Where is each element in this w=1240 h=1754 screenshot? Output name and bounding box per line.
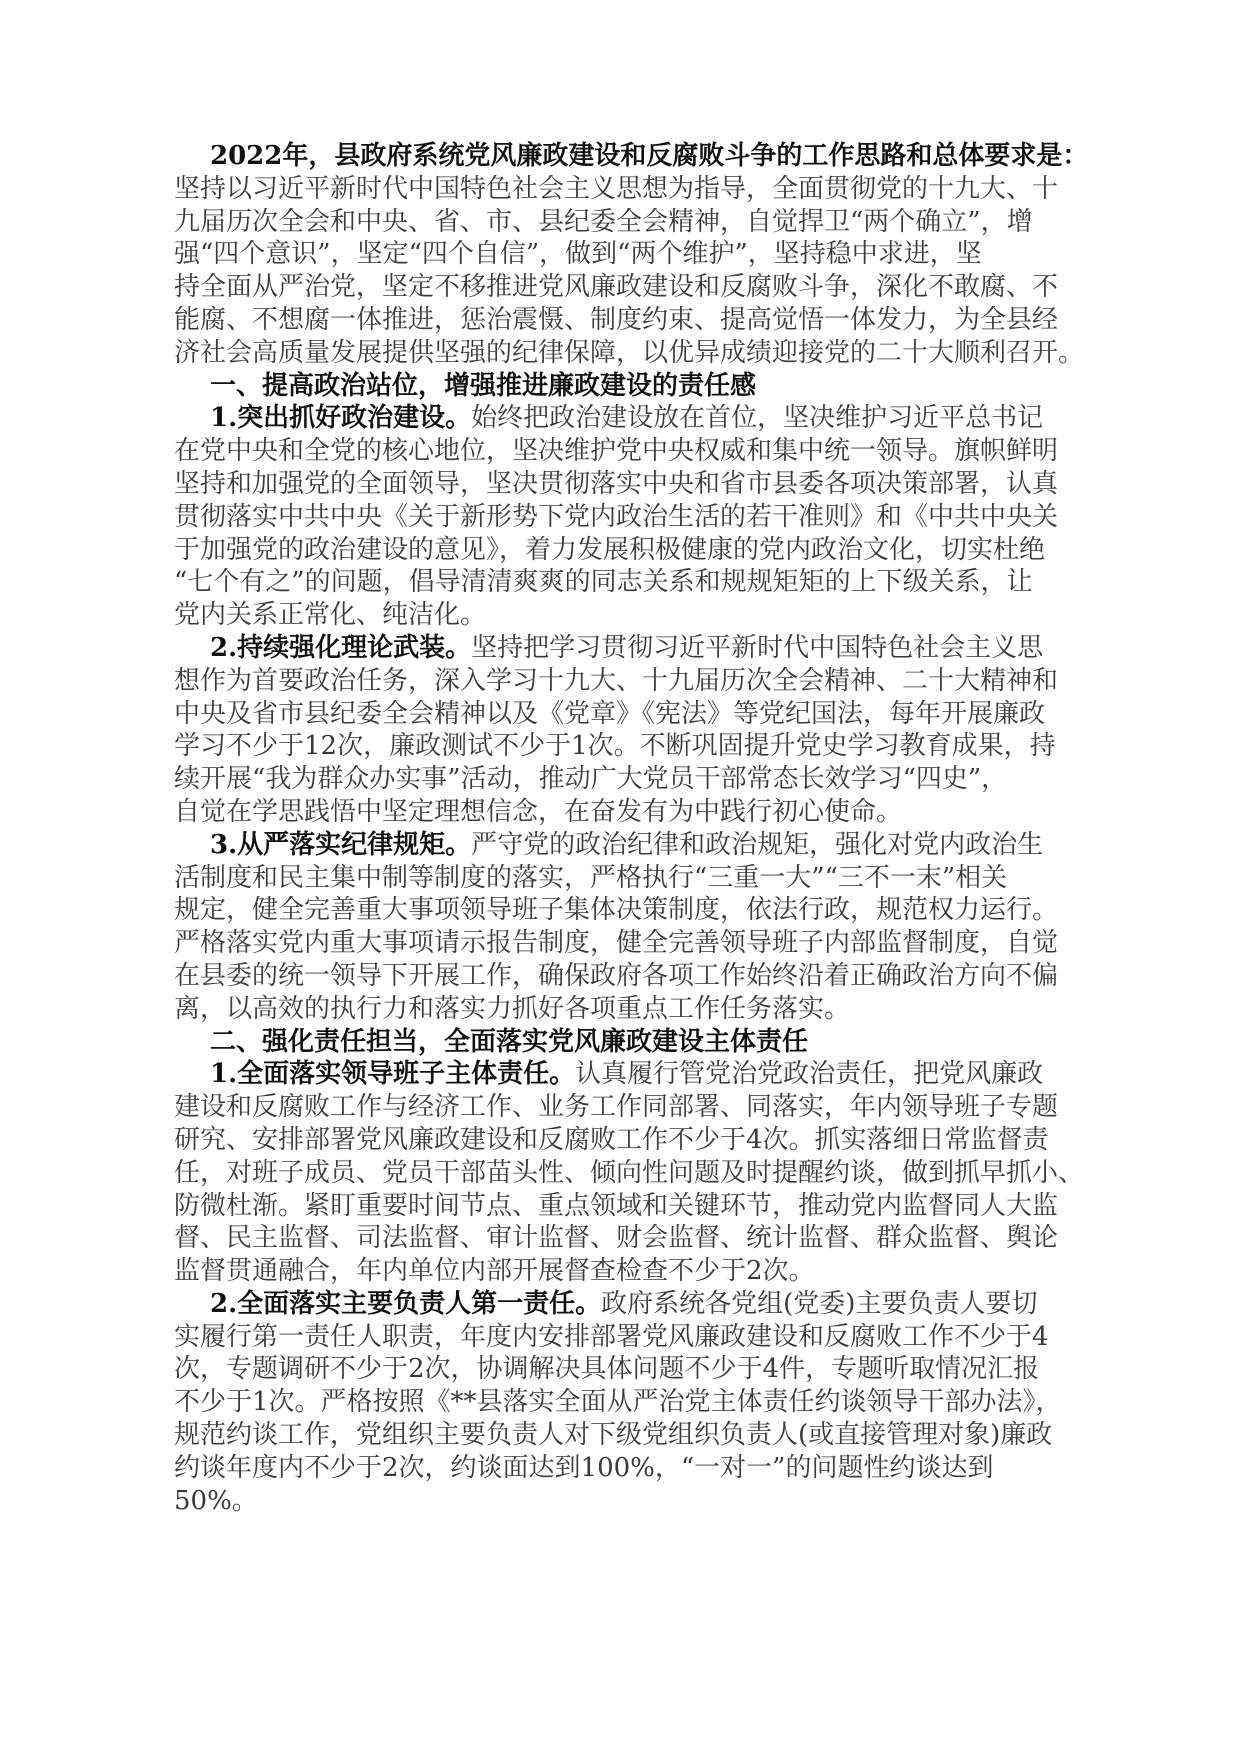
text-line bbox=[174, 894, 1059, 927]
line-text: 在县委的统一领导下开展工作，确保政府各项工作始终沿着正确政治方向不偏 bbox=[174, 960, 1059, 991]
line-text: 自觉在学思践悟中坚定理想信念，在奋发有为中践行初心使命。 bbox=[174, 796, 903, 827]
text-line bbox=[174, 599, 1054, 632]
text-line bbox=[174, 1255, 1054, 1288]
line-text: 济社会高质量发展提供坚强的纪律保障，以优异成绩迎接党的二十大顺利召开。 bbox=[174, 337, 1085, 368]
line-text: 活制度和民主集中制等制度的落实，严格执行“三重一大”“三不一末”相关 bbox=[174, 862, 1008, 893]
line-text: 持全面从严治党，坚定不移推进党风廉政建设和反腐败斗争，深化不敢腐、不 bbox=[174, 272, 1059, 303]
text-line bbox=[174, 763, 1054, 796]
paragraph-lead: 1.突出抓好政治建设。 bbox=[210, 403, 472, 434]
line-text: 严守党的政治纪律和政治规矩，强化对党内政治生 bbox=[471, 829, 1044, 860]
text-line bbox=[174, 501, 1059, 534]
text-line bbox=[174, 1419, 1054, 1452]
text-line bbox=[174, 206, 1054, 239]
line-text: 中央及省市县纪委全会精神以及《党章》《宪法》等党纪国法，每年开展廉政 bbox=[174, 698, 1046, 729]
paragraph bbox=[174, 173, 1085, 370]
line-text: 贯彻落实中共中央《关于新形势下党内政治生活的若干准则》和《中共中央关 bbox=[174, 501, 1059, 532]
paragraph-lead: 1.全面落实领导班子主体责任。 bbox=[210, 1059, 576, 1090]
text-line bbox=[174, 435, 1059, 468]
line-text: 严格落实党内重大事项请示报告制度，健全完善领导班子内部监督制度，自觉 bbox=[174, 928, 1059, 959]
numbered-paragraph bbox=[174, 829, 1059, 1026]
text-line bbox=[174, 140, 1089, 173]
numbered-paragraph bbox=[174, 1288, 1062, 1518]
text-line bbox=[174, 829, 1054, 862]
line-text: 政府系统各党组(党委)主要负责人要切 bbox=[601, 1288, 1038, 1319]
text-line bbox=[174, 1321, 1054, 1354]
text-line bbox=[174, 370, 1054, 403]
text-line bbox=[174, 1353, 1054, 1386]
paragraph-lead: 3.从严落实纪律规矩。 bbox=[210, 829, 472, 860]
text-line bbox=[174, 862, 1054, 895]
numbered-paragraph bbox=[174, 1058, 1085, 1288]
line-text: 能腐、不想腐一体推进，惩治震慑、制度约束、提高觉悟一体发力，为全县经 bbox=[174, 304, 1059, 335]
line-text: 规范约谈工作，党组织主要负责人对下级党组织负责人(或直接管理对象)廉政 bbox=[174, 1420, 1053, 1451]
document-body bbox=[174, 140, 1089, 1517]
line-text: 任，对班子成员、党员干部苗头性、倾向性问题及时提醒约谈，做到抓早抓小、 bbox=[174, 1157, 1085, 1188]
text-line bbox=[174, 1124, 1054, 1157]
text-line bbox=[174, 632, 1054, 665]
text-line bbox=[174, 173, 1059, 206]
line-text: 九届历次全会和中央、省、市、县纪委全会精神，自觉捍卫“两个确立”，增 bbox=[174, 206, 1033, 237]
heading-text: 一、提高政治站位，增强推进廉政建设的责任感 bbox=[210, 370, 757, 401]
line-text: “七个有之”的问题，倡导清清爽爽的同志关系和规规矩矩的上下级关系，让 bbox=[174, 567, 1033, 598]
text-line bbox=[174, 1058, 1054, 1091]
text-line bbox=[174, 402, 1054, 435]
text-line bbox=[174, 1190, 1059, 1223]
line-text: 强“四个意识”，坚定“四个自信”，做到“两个维护”，坚持稳中求进，坚 bbox=[174, 239, 982, 270]
line-text: 监督贯通融合，年内单位内部开展督查检查不少于2次。 bbox=[174, 1256, 815, 1287]
line-text: 坚持以习近平新时代中国特色社会主义思想为指导，全面贯彻党的十九大、十 bbox=[174, 173, 1059, 204]
line-text: 坚持把学习贯彻习近平新时代中国特色社会主义思 bbox=[471, 632, 1044, 663]
text-line bbox=[174, 566, 1054, 599]
line-text: 建设和反腐败工作与经济工作、业务工作同部署、同落实，年内领导班子专题 bbox=[174, 1092, 1059, 1123]
text-line bbox=[174, 1452, 1054, 1485]
text-line bbox=[174, 238, 1054, 271]
line-text: 约谈年度内不少于2次，约谈面达到100%，“一对一”的问题性约谈达到 bbox=[174, 1452, 994, 1483]
text-line bbox=[174, 1157, 1085, 1190]
line-text: 续开展“我为群众办实事”活动，推动广大党员干部常态长效学习“四史”， bbox=[174, 764, 1008, 795]
heading-text: 2022年，县政府系统党风廉政建设和反腐败斗争的工作思路和总体要求是： bbox=[210, 141, 1089, 171]
line-text: 不少于1次。严格按照《**县落实全面从严治党主体责任约谈领导干部办法》， bbox=[174, 1387, 1062, 1418]
text-line bbox=[174, 993, 1054, 1026]
line-text: 50%。 bbox=[174, 1485, 258, 1516]
line-text: 离，以高效的执行力和落实力抓好各项重点工作任务落实。 bbox=[174, 993, 851, 1024]
text-line bbox=[174, 960, 1059, 993]
text-line bbox=[174, 1222, 1059, 1255]
section-heading bbox=[174, 1026, 1054, 1059]
text-line bbox=[174, 796, 1054, 829]
text-line bbox=[174, 337, 1085, 370]
numbered-paragraph bbox=[174, 402, 1059, 632]
line-text: 党内关系正常化、纯洁化。 bbox=[174, 600, 487, 631]
line-text: 坚持和加强党的全面领导，坚决贯彻落实中央和省市县委各项决策部署，认真 bbox=[174, 468, 1059, 499]
heading-text: 二、强化责任担当，全面落实党风廉政建设主体责任 bbox=[210, 1026, 809, 1057]
text-line bbox=[174, 1026, 1054, 1059]
paragraph-lead: 2.持续强化理论武装。 bbox=[210, 632, 472, 663]
text-line bbox=[174, 927, 1059, 960]
numbered-paragraph bbox=[174, 632, 1059, 829]
text-line bbox=[174, 665, 1059, 698]
line-text: 学习不少于12次，廉政测试不少于1次。不断巩固提升党史学习教育成果，持 bbox=[174, 731, 1056, 762]
line-text: 认真履行管党治党政治责任，把党风廉政 bbox=[575, 1059, 1044, 1090]
line-text: 于加强党的政治建设的意见》，着力发展积极健康的党内政治文化，切实杜绝 bbox=[174, 534, 1046, 565]
line-text: 实履行第一责任人职责，年度内安排部署党风廉政建设和反腐败工作不少于4 bbox=[174, 1321, 1049, 1352]
section-heading bbox=[174, 140, 1089, 173]
line-text: 防微杜渐。紧盯重要时间节点、重点领域和关键环节，推动党内监督同人大监 bbox=[174, 1190, 1059, 1221]
text-line bbox=[174, 1288, 1054, 1321]
text-line bbox=[174, 534, 1054, 567]
line-text: 在党中央和全党的核心地位，坚决维护党中央权威和集中统一领导。旗帜鲜明 bbox=[174, 436, 1059, 467]
paragraph-lead: 2.全面落实主要负责人第一责任。 bbox=[210, 1288, 602, 1319]
text-line bbox=[174, 1091, 1059, 1124]
text-line bbox=[174, 1386, 1062, 1419]
line-text: 始终把政治建设放在首位，坚决维护习近平总书记 bbox=[471, 403, 1044, 434]
text-line bbox=[174, 271, 1059, 304]
line-text: 督、民主监督、司法监督、审计监督、财会监督、统计监督、群众监督、舆论 bbox=[174, 1223, 1059, 1254]
text-line bbox=[174, 468, 1059, 501]
text-line bbox=[174, 698, 1054, 731]
text-line bbox=[174, 730, 1054, 763]
text-line bbox=[174, 304, 1059, 337]
line-text: 研究、安排部署党风廉政建设和反腐败工作不少于4次。抓实落细日常监督责 bbox=[174, 1124, 1049, 1155]
line-text: 规定，健全完善重大事项领导班子集体决策制度，依法行政，规范权力运行。 bbox=[174, 895, 1059, 926]
section-heading bbox=[174, 370, 1054, 403]
text-line bbox=[174, 1485, 1054, 1518]
line-text: 次，专题调研不少于2次，协调解决具体问题不少于4件，专题听取情况汇报 bbox=[174, 1354, 1040, 1385]
line-text: 想作为首要政治任务，深入学习十九大、十九届历次全会精神、二十大精神和 bbox=[174, 665, 1059, 696]
